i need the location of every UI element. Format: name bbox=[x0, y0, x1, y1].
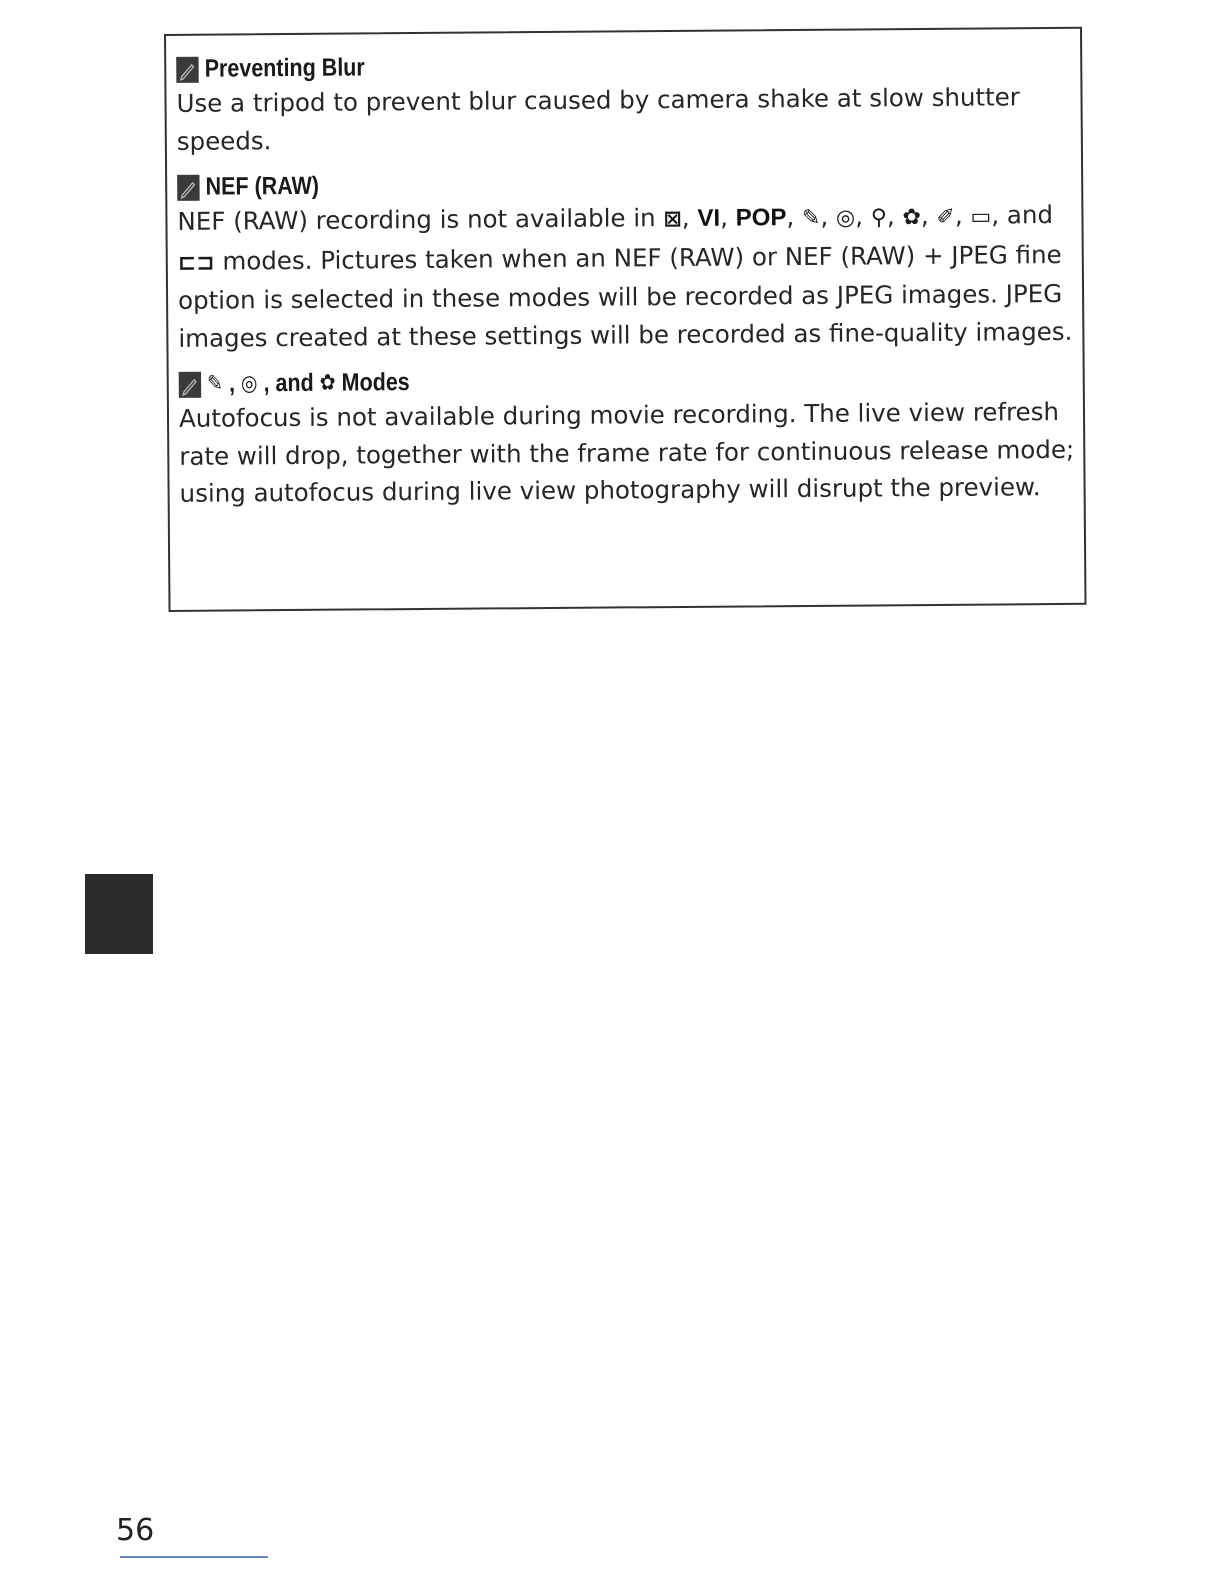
selective-color-mode-icon: ✿ bbox=[902, 205, 922, 231]
page-number: 56 bbox=[116, 1513, 155, 1548]
pencil-icon bbox=[179, 371, 202, 397]
note-body-lead: NEF (RAW) recording is not available in bbox=[177, 203, 664, 236]
photo-illustration-mode-icon: ✎ bbox=[801, 205, 821, 231]
photo-illustration-mode-icon: ✎ bbox=[207, 371, 224, 397]
note-title: Preventing Blur bbox=[204, 53, 365, 83]
note-body-and: , and bbox=[991, 200, 1054, 230]
mode-pop: POP bbox=[735, 204, 787, 232]
note-heading bbox=[177, 166, 947, 203]
night-vision-mode-icon: ⊠ bbox=[663, 206, 682, 233]
note-title-and: , and bbox=[263, 368, 314, 398]
note-preventing-blur bbox=[176, 47, 1072, 160]
note-body: Autofocus is not available during movie recording. The live view refresh rate will drop, together with the frame rate for continuous release mode; using autofocus during live view photography will disrupt the preview. bbox=[178, 396, 1075, 508]
note-special-modes bbox=[179, 362, 1075, 513]
toy-camera-mode-icon: ◎ bbox=[835, 205, 856, 231]
note-body: Use a tripod to prevent blur caused by camera shake at slow shutter speeds. bbox=[176, 82, 1020, 156]
selective-color-mode-icon: ✿ bbox=[319, 370, 336, 396]
note-heading bbox=[176, 48, 946, 85]
notes-content bbox=[176, 47, 1075, 525]
mode-vi: VI bbox=[697, 204, 721, 232]
page-number-underline bbox=[120, 1556, 268, 1558]
miniature-mode-icon: ⚲ bbox=[870, 205, 888, 231]
note-body: NEF (RAW) recording is not available in ⊠, VI, POP, ✎, ◎, ⚲, ✿, ✐, ▭, and ⊏⊐ modes. Pictures taken when an NEF (RAW) or NEF (RAW) + JPEG fine option is selected in these modes will be recorded as JPEG images. JPEG images created at these settings will be recorded as fine-quality images. bbox=[177, 200, 1073, 353]
note-title: NEF (RAW) bbox=[205, 171, 320, 201]
note-heading bbox=[179, 363, 949, 400]
silhouette-mode-icon: ✐ bbox=[936, 204, 956, 230]
high-key-mode-icon: ▭ bbox=[970, 204, 992, 230]
note-title: Modes bbox=[341, 368, 410, 397]
notes-box bbox=[164, 27, 1087, 612]
toy-camera-mode-icon: ◎ bbox=[240, 371, 258, 397]
pencil-icon bbox=[177, 174, 200, 200]
chapter-tab-marker bbox=[85, 874, 153, 954]
note-title-sep: , bbox=[228, 369, 236, 398]
note-body-rest: modes. Pictures taken when an NEF (RAW) or NEF (RAW) + JPEG fine option is selected in these modes will be recorded as JPEG images. JPEG images created at these settings will be recorded as fine-quality images. bbox=[177, 239, 1073, 353]
note-nef-raw bbox=[177, 165, 1073, 357]
pencil-icon bbox=[176, 56, 199, 82]
panorama-mode-icon: ⊏⊐ bbox=[177, 250, 215, 276]
